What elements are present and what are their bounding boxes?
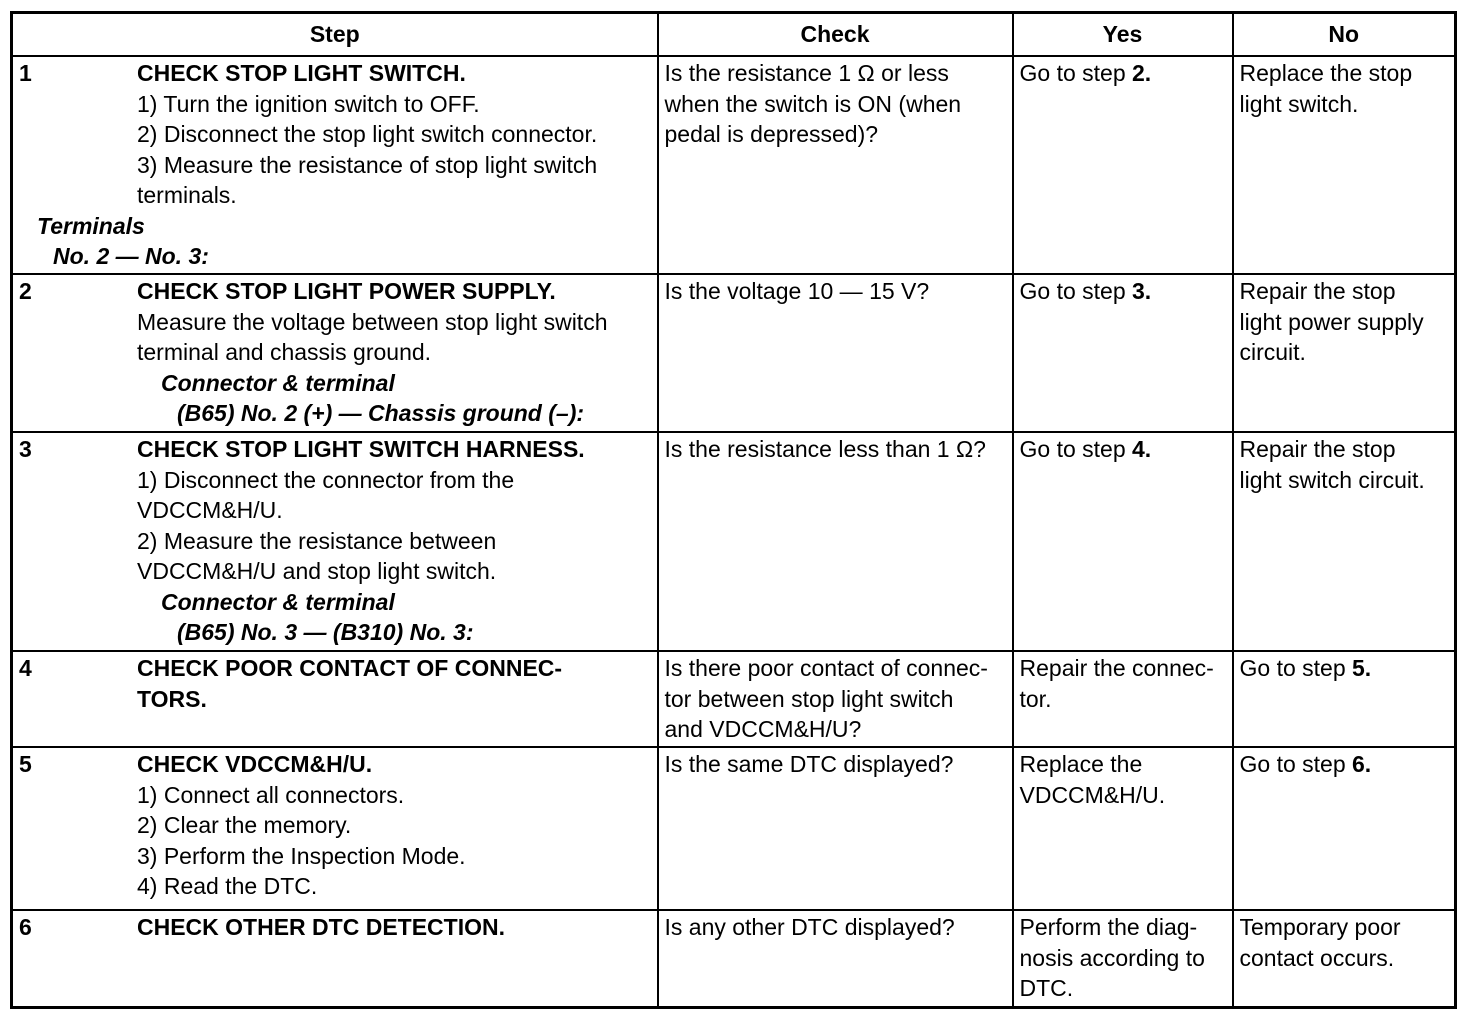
no-line: Replace the stop [1239,60,1413,86]
yes-line: Perform the diag- [1019,914,1198,940]
no-cell [1233,432,1456,651]
step-number: 5 [19,751,32,777]
step-line: terminal and chassis ground. [137,339,432,365]
check-line: Is the resistance less than 1 Ω? [664,436,986,462]
check-cell [658,432,1013,651]
no-cell [1233,910,1456,1007]
step-terminal-spec: No. 2 — No. 3: [53,243,209,269]
no-line: Repair the stop [1239,436,1396,462]
step-line: VDCCM&H/U and stop light switch. [137,558,497,584]
no-cell [1233,651,1456,747]
step-line: 1) Connect all connectors. [137,781,405,808]
no-line: light switch. [1239,90,1359,117]
step-subheading: Terminals [37,212,145,239]
step-line: 2) Clear the memory. [137,812,352,838]
no-line: light switch circuit. [1239,466,1425,493]
no-step-link: 5. [1352,655,1372,681]
step-line: 1) Disconnect the connector from the [137,466,515,493]
no-text: Go to step [1239,655,1353,681]
step-number: 3 [19,436,32,462]
step-line: VDCCM&H/U. [137,497,283,523]
step-line: 3) Perform the Inspection Mode. [137,842,466,869]
yes-line: tor. [1019,685,1052,712]
header-check: Check [658,13,1013,57]
diagnostic-table [10,11,1457,1009]
table-row [12,651,1456,747]
step-number: 4 [19,655,32,681]
no-line: light power supply [1239,308,1424,335]
step-cell [12,432,658,651]
no-text: Go to step [1239,751,1353,777]
table-row [12,747,1456,910]
header-yes: Yes [1013,13,1233,57]
check-line: Is the same DTC displayed? [664,751,954,777]
check-line: when the switch is ON (when [664,90,962,117]
step-subheading: Connector & terminal [161,588,395,615]
table-row [12,274,1456,432]
step-terminal-spec: (B65) No. 3 — (B310) No. 3: [177,619,474,645]
check-line: and VDCCM&H/U? [664,716,862,742]
step-title: CHECK STOP LIGHT POWER SUPPLY. [137,278,556,304]
yes-cell [1013,747,1233,910]
yes-text: Go to step [1019,436,1133,462]
yes-cell [1013,56,1233,274]
no-cell [1233,747,1456,910]
no-cell [1233,274,1456,432]
step-cell [12,56,658,274]
table-row [12,432,1456,651]
step-line: 1) Turn the ignition switch to OFF. [137,90,480,117]
yes-line: Replace the [1019,751,1143,777]
step-line: Measure the voltage between stop light switch [137,308,608,335]
yes-step-link: 2. [1132,60,1152,86]
table-row [12,910,1456,1007]
yes-step-link: 3. [1132,278,1152,304]
yes-text: Go to step [1019,60,1133,86]
header-step: Step [12,13,658,57]
check-line: Is any other DTC displayed? [664,914,955,940]
step-number: 6 [19,914,32,940]
yes-cell [1013,910,1233,1007]
check-line: Is there poor contact of connec- [664,655,988,681]
check-line: Is the resistance 1 Ω or less [664,60,949,86]
step-title: CHECK STOP LIGHT SWITCH. [137,60,466,86]
yes-line: nosis according to [1019,944,1205,971]
yes-cell [1013,432,1233,651]
step-line: 3) Measure the resistance of stop light switch [137,151,598,178]
step-line: 2) Measure the resistance between [137,527,497,554]
check-cell [658,56,1013,274]
step-line: 4) Read the DTC. [137,873,318,899]
check-line: Is the voltage 10 — 15 V? [664,278,930,304]
no-line: contact occurs. [1239,944,1395,971]
yes-line: Repair the connec- [1019,655,1214,681]
check-cell [658,747,1013,910]
step-line: 2) Disconnect the stop light switch connector. [137,121,598,147]
step-number: 1 [19,60,32,86]
step-title: CHECK STOP LIGHT SWITCH HARNESS. [137,436,585,462]
step-title: CHECK OTHER DTC DETECTION. [137,914,505,940]
step-cell [12,274,658,432]
check-cell [658,910,1013,1007]
no-line: circuit. [1239,339,1306,365]
yes-line: VDCCM&H/U. [1019,781,1166,808]
header-row [12,13,1456,57]
step-title: CHECK VDCCM&H/U. [137,751,373,777]
check-cell [658,274,1013,432]
yes-step-link: 4. [1132,436,1152,462]
no-line: Temporary poor [1239,914,1401,940]
no-line: Repair the stop [1239,278,1396,304]
yes-text: Go to step [1019,278,1133,304]
yes-cell [1013,274,1233,432]
step-number: 2 [19,278,32,304]
check-cell [658,651,1013,747]
step-terminal-spec: (B65) No. 2 (+) — Chassis ground (–): [177,400,585,426]
step-cell [12,747,658,910]
no-step-link: 6. [1352,751,1372,777]
check-line: pedal is depressed)? [664,121,879,147]
step-cell [12,910,658,1007]
step-title: CHECK POOR CONTACT OF CONNEC- [137,655,563,681]
step-title-continued: TORS. [137,685,207,712]
check-line: tor between stop light switch [664,685,954,712]
step-line: terminals. [137,182,237,208]
step-subheading: Connector & terminal [161,369,395,396]
header-no: No [1233,13,1456,57]
step-cell [12,651,658,747]
no-cell [1233,56,1456,274]
table-row [12,56,1456,274]
yes-line: DTC. [1019,975,1074,1001]
yes-cell [1013,651,1233,747]
